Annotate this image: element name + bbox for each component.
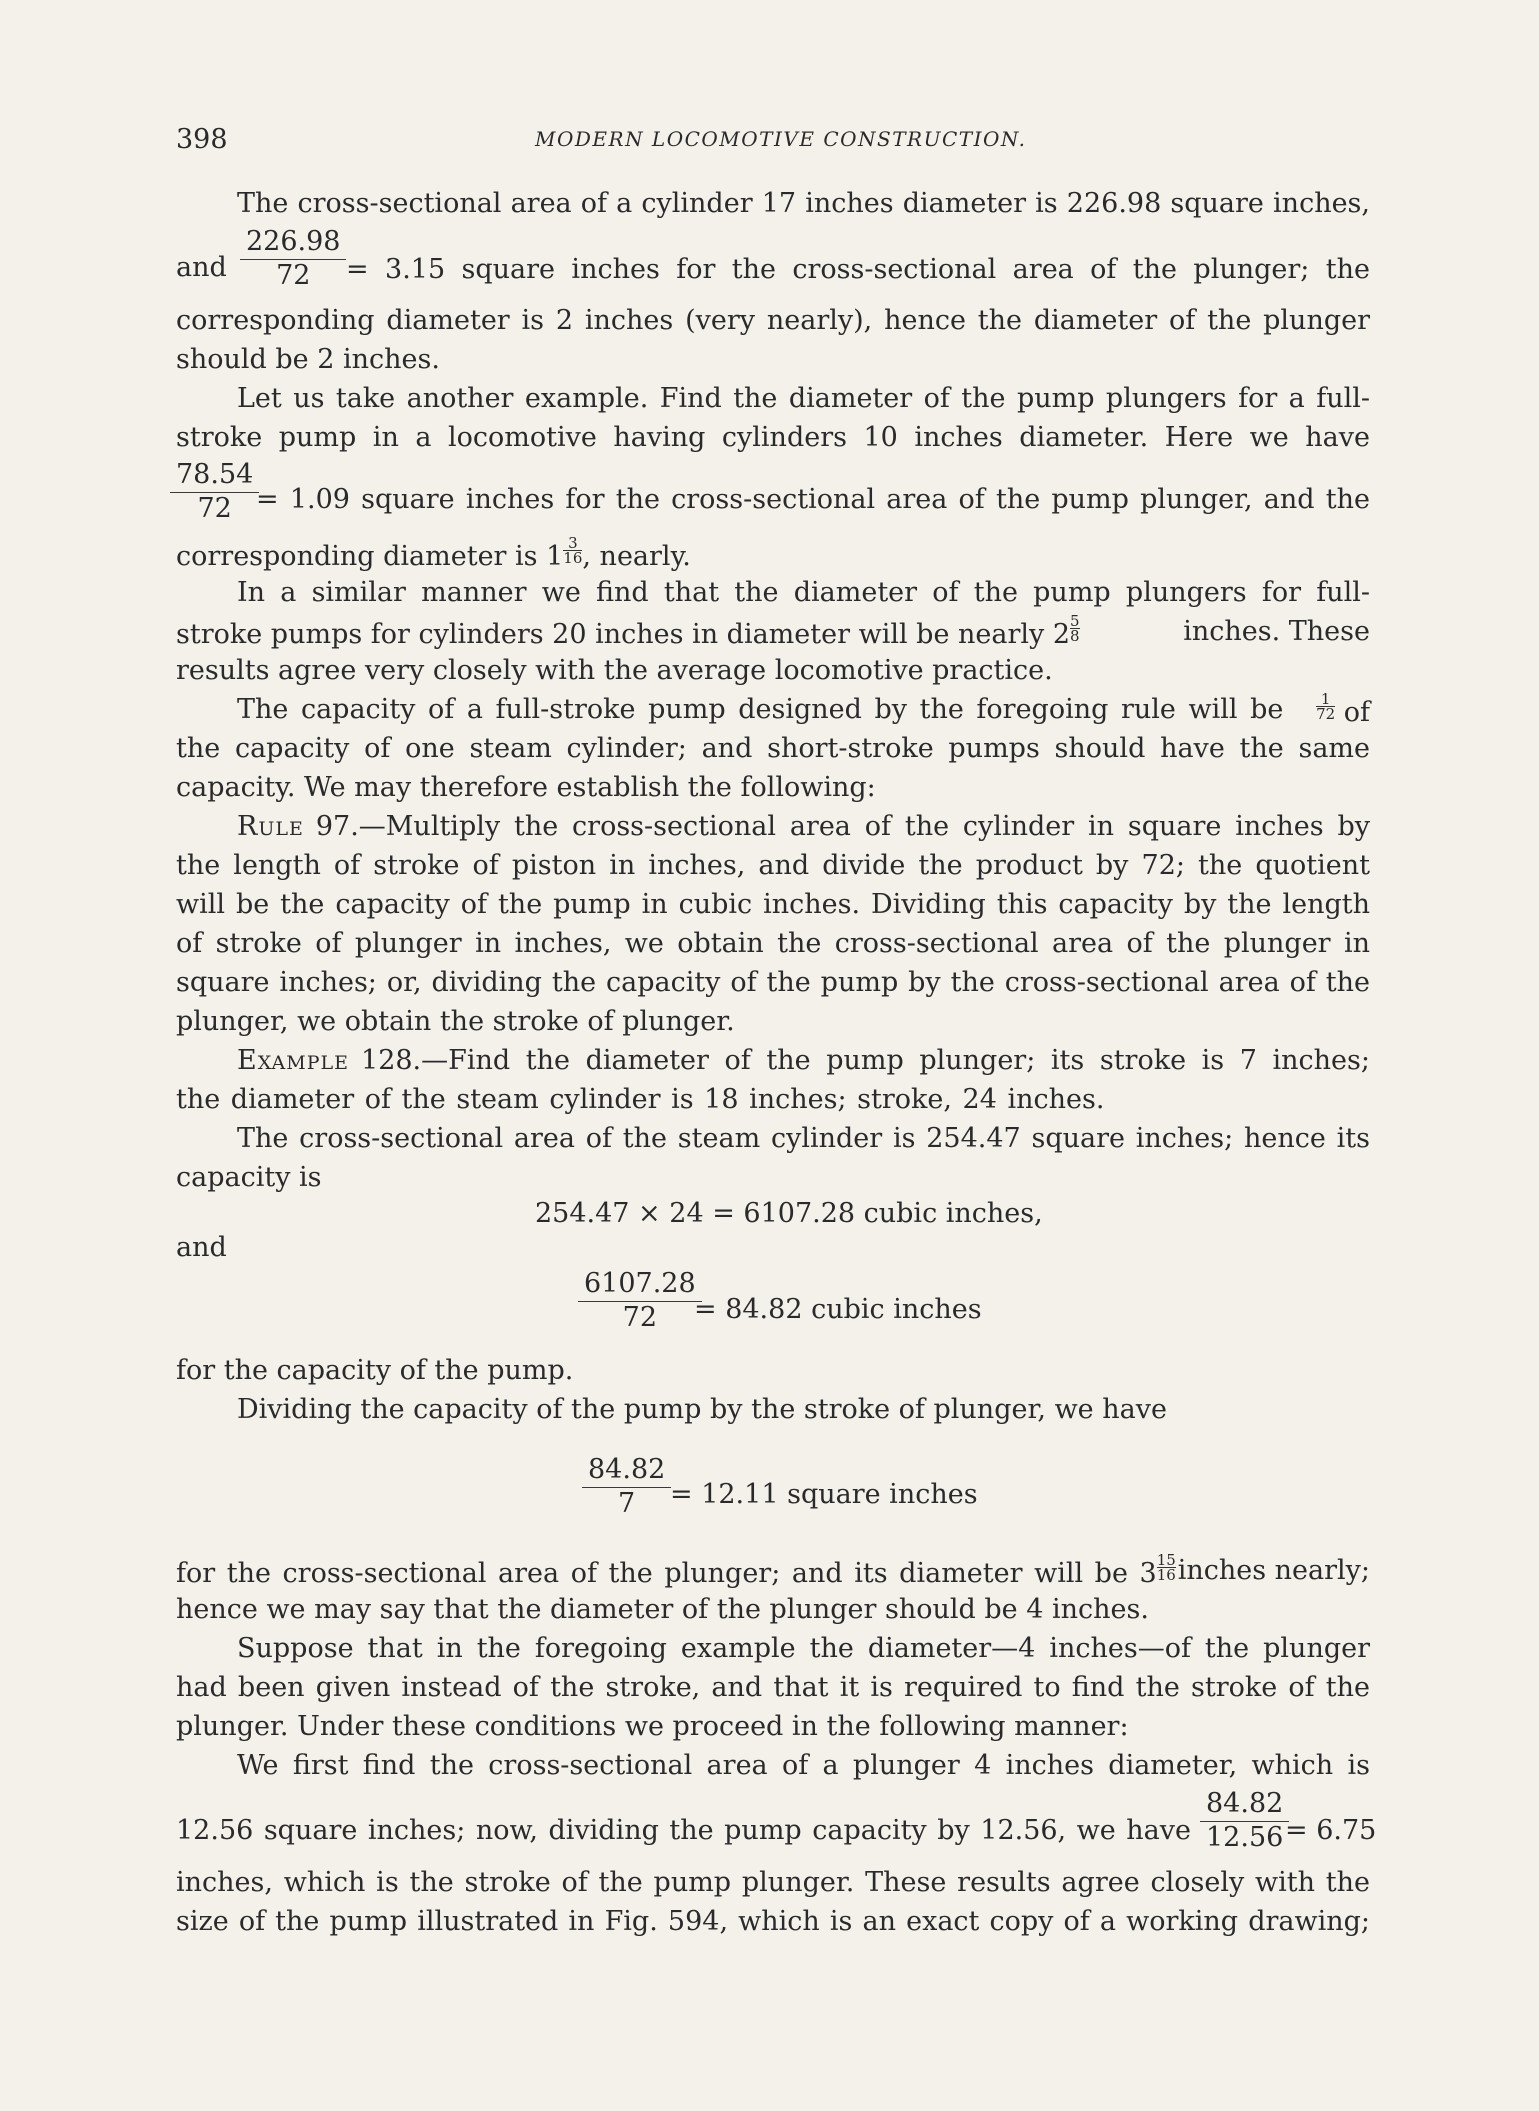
text-line: = 1.09 square inches for the cross-sectional area of the pump plunger, and the: [256, 484, 1370, 515]
fraction-denominator: 12.56: [1206, 1822, 1284, 1853]
running-title: MODERN LOCOMOTIVE CONSTRUCTION.: [535, 127, 1027, 151]
page-number: 398: [176, 124, 228, 155]
fraction: [578, 1268, 702, 1334]
text-line: of stroke of plunger in inches, we obtain the cross-sectional area of the plunger in: [176, 928, 1370, 959]
text-fragment: inches. These: [1183, 616, 1370, 647]
fraction-numerator: 226.98: [246, 226, 341, 257]
fraction: [1200, 1788, 1289, 1854]
fraction: [170, 459, 259, 525]
example-label: Example: [237, 1045, 350, 1076]
equation: = 6.75: [1285, 1815, 1377, 1846]
inline-fraction: $\frac{3}{16}$: [563, 534, 583, 567]
text-fragment: , nearly.: [582, 541, 691, 572]
fraction-numerator: 84.82: [588, 1454, 666, 1485]
fraction-numerator: 6107.28: [584, 1268, 696, 1299]
text-line: The cross-sectional area of the steam cylinder is 254.47 square inches; hence its: [237, 1123, 1370, 1154]
fraction: [240, 226, 346, 292]
text-fragment: 128.—Find the diameter of the pump plunger; its stroke is 7 inches;: [361, 1045, 1370, 1076]
text-line: inches, which is the stroke of the pump plunger. These results agree closely with the: [176, 1867, 1370, 1898]
text-fragment: stroke pumps for cylinders 20 inches in diameter will be nearly 2: [176, 619, 1071, 650]
text-line: Suppose that in the foregoing example the diameter—4 inches—of the plunger: [237, 1633, 1370, 1664]
fraction: [582, 1454, 671, 1520]
text-fragment: for the cross-sectional area of the plunger; and its diameter will be 3: [176, 1558, 1157, 1589]
text-line: [237, 1043, 1370, 1079]
inline-fraction: $\frac{15}{16}$: [1156, 1551, 1176, 1584]
text-line: 12.56 square inches; now, dividing the pump capacity by 12.56, we have: [176, 1815, 1191, 1846]
text-line: Dividing the capacity of the pump by the stroke of plunger, we have: [237, 1394, 1167, 1425]
text-line: hence we may say that the diameter of the plunger should be 4 inches.: [176, 1594, 1149, 1625]
text-line: Let us take another example. Find the diameter of the pump plungers for a full-: [237, 383, 1370, 414]
fraction-numerator: 84.82: [1206, 1788, 1284, 1819]
fraction-numerator: 78.54: [176, 459, 254, 490]
text-line: square inches; or, dividing the capacity of the pump by the cross-sectional area of the: [176, 967, 1370, 998]
text-line: [176, 536, 691, 575]
text-line: The cross-sectional area of a cylinder 17 inches diameter is 226.98 square inches,: [237, 188, 1370, 219]
text-line: We first find the cross-sectional area of a plunger 4 inches diameter, which is: [237, 1750, 1370, 1781]
text-fragment: The capacity of a full-stroke pump designed by the foregoing rule will be: [237, 694, 1284, 725]
text-line: capacity. We may therefore establish the following:: [176, 772, 876, 803]
text-line: the capacity of one steam cylinder; and short-stroke pumps should have the same: [176, 733, 1370, 764]
inline-fraction: $\frac{1}{72}$: [1316, 690, 1336, 723]
text-line: will be the capacity of the pump in cubic inches. Dividing this capacity by the length: [176, 889, 1370, 920]
text-line: [176, 1553, 1370, 1592]
text-line: and: [176, 252, 227, 283]
equation: = 12.11 square inches: [670, 1479, 978, 1510]
text-line: for the capacity of the pump.: [176, 1355, 574, 1386]
fraction-denominator: 72: [622, 1302, 657, 1333]
equation: = 84.82 cubic inches: [694, 1294, 982, 1325]
text-line: size of the pump illustrated in Fig. 594, which is an exact copy of a working drawing;: [176, 1906, 1370, 1937]
text-fragment: corresponding diameter is 1: [176, 541, 564, 572]
text-line: results agree very closely with the average locomotive practice.: [176, 655, 1053, 686]
text-line: the diameter of the steam cylinder is 18 inches; stroke, 24 inches.: [176, 1084, 1105, 1115]
text-fragment: 97.—Multiply the cross-sectional area of the cylinder in square inches by: [315, 811, 1370, 842]
rule-label: Rule: [237, 811, 304, 842]
text-line: [176, 614, 1370, 653]
text-fragment: inches nearly;: [1177, 1555, 1370, 1586]
equation: 254.47 × 24 = 6107.28 cubic inches,: [535, 1198, 1043, 1229]
text-line: [237, 809, 1370, 845]
fraction-denominator: 72: [197, 493, 232, 524]
text-line: [237, 692, 1370, 731]
text-line: corresponding diameter is 2 inches (very nearly), hence the diameter of the plunger: [176, 305, 1370, 336]
text-fragment: of: [1343, 697, 1370, 728]
text-line: the length of stroke of piston in inches, and divide the product by 72; the quotient: [176, 850, 1370, 881]
text-line: In a similar manner we find that the diameter of the pump plungers for full-: [237, 577, 1370, 608]
text-line: plunger. Under these conditions we proceed in the following manner:: [176, 1711, 1129, 1742]
text-line: had been given instead of the stroke, and that it is required to find the stroke of the: [176, 1672, 1370, 1703]
text-line: = 3.15 square inches for the cross-sectional area of the plunger; the: [346, 254, 1370, 285]
text-line: stroke pump in a locomotive having cylinders 10 inches diameter. Here we have: [176, 422, 1370, 453]
text-line: and: [176, 1232, 227, 1263]
fraction-denominator: 72: [276, 260, 311, 291]
text-line: plunger, we obtain the stroke of plunger.: [176, 1006, 735, 1037]
fraction-denominator: 7: [618, 1488, 636, 1519]
text-line: should be 2 inches.: [176, 344, 440, 375]
text-line: capacity is: [176, 1162, 322, 1193]
inline-fraction: $\frac{5}{8}$: [1070, 612, 1080, 645]
